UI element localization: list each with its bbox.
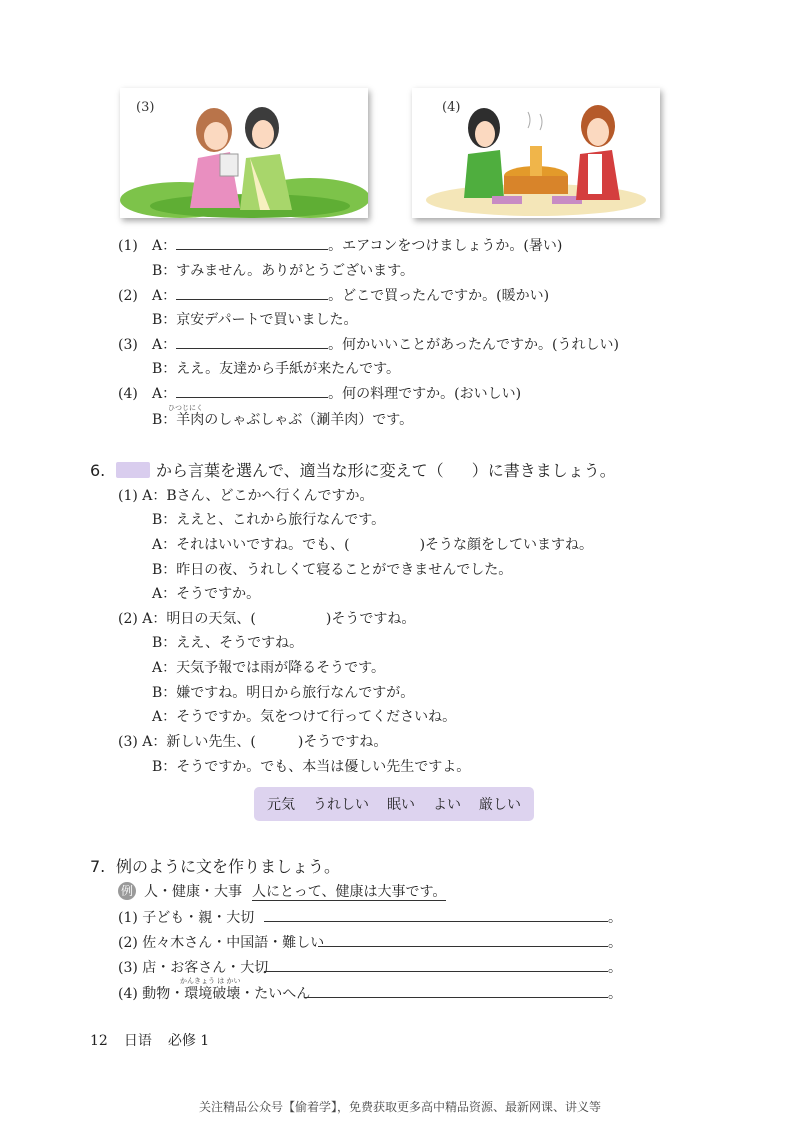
word-choice: 厳しい: [479, 797, 521, 813]
word-choice: よい: [433, 797, 461, 813]
speaker-a: A：: [152, 238, 177, 254]
s7-item1: [118, 908, 622, 927]
example-badge: 例: [118, 882, 136, 900]
speaker-a: A：: [152, 337, 177, 353]
word-choice: 元気: [267, 797, 295, 813]
s5-item1-a: [118, 236, 562, 255]
s7-answer-blank-3[interactable]: [264, 958, 608, 972]
section-7-instruction: 例のように文を作りましょう。: [116, 857, 341, 876]
end-mark: 。: [608, 910, 622, 926]
s7-item-prompt: (1) 子ども・親・大切: [118, 910, 255, 926]
speaker-a: A：: [152, 386, 177, 402]
s6-line: B：昨日の夜、うれしくて寝ることができませんでした。: [152, 562, 513, 578]
speaker-b: B：: [152, 312, 177, 328]
answer-blank-1[interactable]: [176, 236, 328, 250]
s6-line: (2) A：明日の天気、( )そうですね。: [118, 611, 416, 627]
picnic-illustration: [120, 88, 368, 218]
word-choice: 眠い: [387, 797, 415, 813]
illustration-4: [412, 88, 660, 218]
section-6-instruction-b: ）に書きましょう。: [471, 461, 616, 480]
s5-item1-b: [152, 262, 414, 280]
word-choice-box: [254, 787, 534, 821]
s5-item1-a-text: 。エアコンをつけましょうか。(暑い): [328, 238, 563, 254]
s5-item2-a-text: 。どこで買ったんですか。(暖かい): [328, 288, 550, 304]
s6-line: (3) A：新しい先生、( )そうですね。: [118, 734, 388, 750]
watermark-text: 关注精品公众号【偷着学】，免费获取更多高中精品资源、最新网课、讲义等: [198, 1100, 601, 1114]
picture-label: (4): [442, 100, 461, 115]
answer-blank-3[interactable]: [176, 335, 328, 349]
word-box-marker: [116, 462, 150, 478]
s7-item-prompt: (3) 店・お客さん・大切: [118, 960, 269, 976]
speaker-b: B：: [152, 263, 177, 279]
section-number: 7.: [90, 857, 106, 876]
page-footer: [90, 1030, 225, 1050]
s6-line: A：そうですか。気をつけて行ってくださいね。: [152, 709, 457, 725]
s6-line: B：嫌ですね。明日から旅行なんですが。: [152, 685, 415, 701]
answer-blank-4[interactable]: [176, 384, 328, 398]
item-number: (1): [118, 238, 138, 254]
book-volume: 必修 1: [167, 1033, 210, 1049]
answer-blank-2[interactable]: [176, 286, 328, 300]
s5-item3-a: [118, 335, 619, 354]
book-title: 日语: [123, 1033, 152, 1049]
item-number: (4): [118, 386, 138, 402]
section-7-heading: [90, 854, 340, 877]
picture-label: (3): [136, 100, 155, 115]
s7-item2: [118, 933, 622, 952]
s7-item3: [118, 958, 622, 977]
s6-line: A：天気予報では雨が降るそうです。: [152, 660, 385, 676]
word-choice: うれしい: [313, 797, 369, 813]
example-answer: 人にとって、健康は大事です。: [252, 884, 447, 900]
end-mark: 。: [608, 960, 622, 976]
s5-item2-b: [152, 311, 357, 329]
s5-item3-b-text: ええ。友達から手紙が来たんです。: [176, 361, 401, 377]
s7-item4: [118, 984, 622, 1003]
speaker-a: A：: [152, 288, 177, 304]
s5-item4-b: [152, 411, 413, 429]
section-6-heading: [90, 458, 616, 481]
item-number: (3): [118, 337, 138, 353]
s6-line: B：ええと、これから旅行なんです。: [152, 512, 386, 528]
s6-line: (1) A：Bさん、どこかへ行くんですか。: [118, 488, 374, 504]
item-number: (2): [118, 288, 138, 304]
s7-item-prompt: (4) 動物・環境破壊・たいへん: [118, 986, 311, 1002]
s6-line: B：そうですか。でも、本当は優しい先生ですよ。: [152, 759, 471, 775]
s7-answer-blank-4[interactable]: [304, 984, 608, 998]
end-mark: 。: [608, 986, 622, 1002]
s5-item3-b: [152, 360, 400, 378]
s5-item3-a-text: 。何かいいことがあったんですか。(うれしい): [328, 337, 619, 353]
section-6-instruction-a: から言葉を選んで、適当な形に変えて（: [156, 461, 444, 480]
end-mark: 。: [608, 935, 622, 951]
s7-answer-blank-1[interactable]: [264, 908, 608, 922]
speaker-b: B：: [152, 361, 177, 377]
ruby-hitsuji-niku: ひつじにく: [168, 404, 203, 412]
s6-line: B：ええ、そうですね。: [152, 635, 304, 651]
s7-example: [118, 882, 446, 901]
s5-item4-a-text: 。何の料理ですか。(おいしい): [328, 386, 522, 402]
hotpot-illustration: [412, 88, 660, 218]
s5-item2-a: [118, 286, 549, 305]
s6-line: A：それはいいですね。でも、( )そうな顔をしていますね。: [152, 537, 594, 553]
ruby-kankyou-hakai: かんきょう は かい: [180, 977, 241, 985]
s5-item2-b-text: 京安デパートで買いました。: [176, 312, 358, 328]
page-number: 12: [90, 1033, 108, 1049]
section-number: 6.: [90, 461, 106, 480]
s5-item4-a: [118, 384, 521, 403]
illustration-3: [120, 88, 368, 218]
s5-item4-b-text: 羊肉のしゃぶしゃぶ（涮羊肉）です。: [176, 412, 414, 428]
s5-item1-b-text: すみません。ありがとうございます。: [176, 263, 415, 279]
s7-answer-blank-2[interactable]: [318, 933, 608, 947]
s6-line: A：そうですか。: [152, 586, 261, 602]
example-prompt: 人・健康・大事: [144, 884, 242, 900]
s7-item-prompt: (2) 佐々木さん・中国語・難しい: [118, 935, 325, 951]
speaker-b: B：: [152, 412, 177, 428]
